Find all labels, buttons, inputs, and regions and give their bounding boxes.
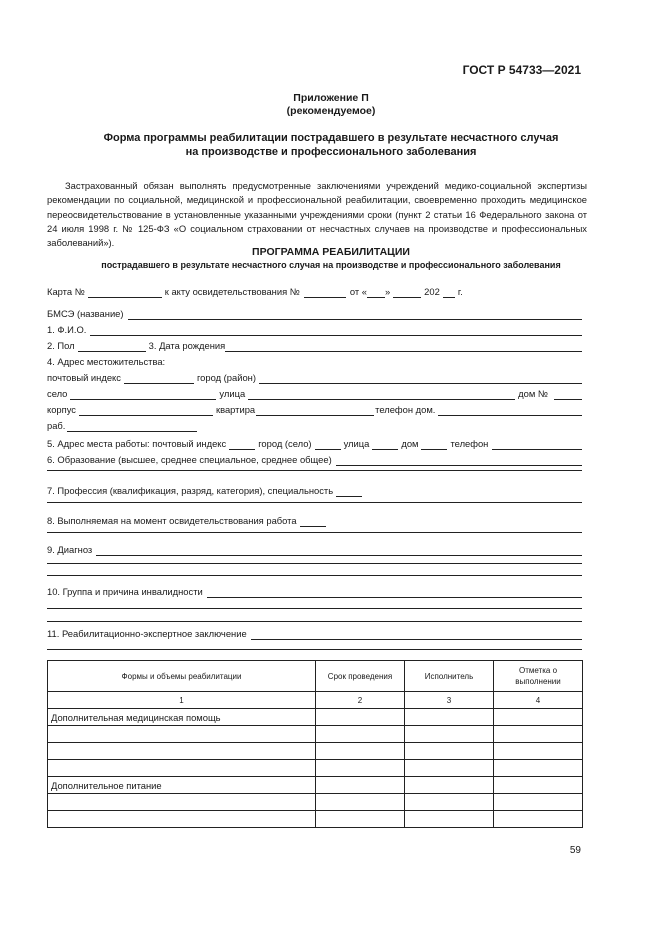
city-field[interactable]: [259, 373, 582, 384]
village-field[interactable]: [70, 389, 216, 400]
table-row: [48, 794, 583, 811]
phone-work-row: раб.: [47, 418, 582, 432]
table-row: [48, 743, 583, 760]
work-phone-field[interactable]: [492, 439, 582, 450]
work-street-field[interactable]: [372, 439, 398, 450]
table-cell[interactable]: [494, 743, 583, 760]
street-field[interactable]: [248, 389, 515, 400]
work-city-field[interactable]: [315, 439, 341, 450]
table-cell[interactable]: [494, 760, 583, 777]
appendix-note: (рекомендуемое): [286, 105, 376, 117]
conclusion-row: 11. Реабилитационно-экспертное заключение: [47, 626, 582, 640]
table-cell[interactable]: [316, 743, 405, 760]
profession-row: 7. Профессия (квалификация, разряд, категория), специальность: [47, 483, 582, 497]
intro-paragraph: Застрахованный обязан выполнять предусмотренные заключениями учреждений медико-социальной экспертизы рекомендации по социальной, медицинской и профессиональной реабилитации, своевременно проходить медицинское переосвидетельствование в установленные указанными учреждениями сроки (пункт 2 статьи 16 Федерального закона от 24 июля 1998 г. № 125-ФЗ «О социальном страховании от несчастных случаев на производстве и профессиональных заболеваний»).: [47, 180, 587, 249]
table-cell[interactable]: [316, 760, 405, 777]
day-field[interactable]: [367, 287, 385, 298]
job-line-2[interactable]: [47, 532, 582, 533]
header-forms: Формы и объемы реабилитации: [48, 661, 316, 692]
profession-field[interactable]: [336, 486, 362, 497]
profession-line-2[interactable]: [47, 502, 582, 503]
col-number: 3: [405, 692, 494, 709]
diagnosis-field[interactable]: [96, 545, 582, 556]
postal-field[interactable]: [124, 373, 194, 384]
table-cell[interactable]: [316, 709, 405, 726]
table-cell[interactable]: [48, 760, 316, 777]
bmse-field[interactable]: [128, 309, 582, 320]
program-subtitle: пострадавшего в результате несчастного случая на производстве и профессионального заболевания: [101, 260, 561, 270]
table-cell[interactable]: [494, 726, 583, 743]
standard-header: ГОСТ Р 54733—2021: [462, 63, 581, 77]
table-cell[interactable]: [494, 811, 583, 828]
year-field[interactable]: [443, 287, 455, 298]
section-nutrition: Дополнительное питание: [48, 777, 316, 794]
table-cell[interactable]: [316, 794, 405, 811]
col-number: 4: [494, 692, 583, 709]
bmse-row: БМСЭ (название): [47, 306, 582, 320]
job-field[interactable]: [300, 516, 326, 527]
table-row: [48, 709, 583, 726]
phone-work-field[interactable]: [67, 421, 197, 432]
program-title: ПРОГРАММА РЕАБИЛИТАЦИИ: [252, 246, 410, 258]
house-field[interactable]: [554, 389, 582, 400]
conclusion-field[interactable]: [251, 629, 582, 640]
table-row: [48, 777, 583, 794]
table-cell[interactable]: [48, 794, 316, 811]
col-number: 2: [316, 692, 405, 709]
sex-field[interactable]: [78, 341, 146, 352]
work-house-field[interactable]: [421, 439, 447, 450]
table-cell[interactable]: [405, 709, 494, 726]
phone-home-field[interactable]: [438, 405, 582, 416]
table-cell[interactable]: [316, 777, 405, 794]
job-row: 8. Выполняемая на момент освидетельствования работа: [47, 513, 582, 527]
table-row: [48, 726, 583, 743]
table-cell[interactable]: [494, 709, 583, 726]
month-field[interactable]: [393, 287, 421, 298]
table-cell[interactable]: [48, 743, 316, 760]
disability-field[interactable]: [207, 587, 582, 598]
table-row: [48, 760, 583, 777]
table-row: [48, 811, 583, 828]
table-number-row: [48, 692, 583, 709]
table-cell[interactable]: [48, 726, 316, 743]
birth-field[interactable]: [225, 341, 582, 352]
conclusion-line-2[interactable]: [47, 649, 582, 650]
header-mark: Отметка о выполнении: [494, 661, 583, 692]
building-field[interactable]: [79, 405, 213, 416]
act-no-field[interactable]: [304, 287, 346, 298]
table-cell[interactable]: [316, 811, 405, 828]
table-cell[interactable]: [405, 794, 494, 811]
address-heading: 4. Адрес местожительства:: [47, 356, 166, 367]
sex-birth-row: 2. Пол 3. Дата рождения: [47, 338, 582, 352]
table-cell[interactable]: [405, 777, 494, 794]
table-cell[interactable]: [494, 777, 583, 794]
page-number: 59: [569, 845, 581, 856]
education-field[interactable]: [336, 455, 582, 466]
card-no-field[interactable]: [88, 287, 162, 298]
card-row: Карта № к акту освидетельствования № от « » 202 г.: [47, 286, 463, 297]
table-header-row: [48, 661, 583, 692]
village-street-row: село улица дом №: [47, 386, 582, 400]
apartment-field[interactable]: [256, 405, 374, 416]
diagnosis-row: 9. Диагноз: [47, 542, 582, 556]
education-row: 6. Образование (высшее, среднее специальное, среднее общее): [47, 452, 582, 466]
form-title-line2: на производстве и профессионального заболевания: [185, 146, 477, 158]
fio-row: 1. Ф.И.О.: [47, 322, 582, 336]
building-row: корпус квартира телефон дом.: [47, 402, 582, 416]
work-address-row: 5. Адрес места работы: почтовый индекс город (село) улица дом телефон: [47, 436, 582, 450]
work-postal-field[interactable]: [229, 439, 255, 450]
appendix-title: Приложение П: [293, 92, 369, 104]
table-cell[interactable]: [405, 811, 494, 828]
table-cell[interactable]: [494, 794, 583, 811]
col-number: 1: [48, 692, 316, 709]
diagnosis-line-3[interactable]: [47, 575, 582, 576]
postal-city-row: почтовый индекс город (район): [47, 370, 582, 384]
table-cell[interactable]: [48, 811, 316, 828]
education-line-2[interactable]: [47, 470, 582, 471]
table-cell[interactable]: [405, 726, 494, 743]
disability-line-3[interactable]: [47, 621, 582, 622]
rehabilitation-table: [47, 660, 583, 828]
header-executor: Исполнитель: [405, 661, 494, 692]
section-medical: Дополнительная медицинская помощь: [48, 709, 316, 726]
diagnosis-line-2[interactable]: [47, 563, 582, 564]
form-title-line1: Форма программы реабилитации пострадавшего в результате несчастного случая: [103, 132, 559, 144]
table-cell[interactable]: [316, 726, 405, 743]
table-cell[interactable]: [405, 760, 494, 777]
header-term: Срок проведения: [316, 661, 405, 692]
disability-row: 10. Группа и причина инвалидности: [47, 584, 582, 598]
fio-field[interactable]: [90, 325, 582, 336]
disability-line-2[interactable]: [47, 608, 582, 609]
table-cell[interactable]: [405, 743, 494, 760]
